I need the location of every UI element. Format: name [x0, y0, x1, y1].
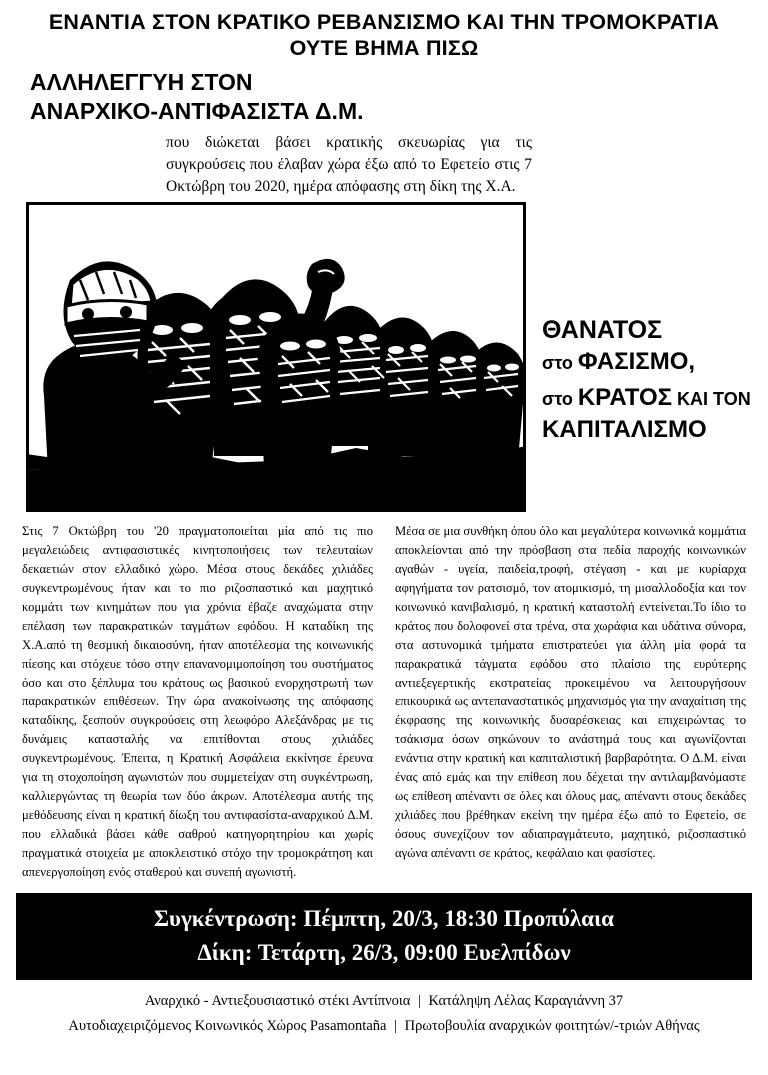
body-column-right: [395, 522, 746, 881]
footer-org-1: Αναρχικό - Αντιεξουσιαστικό στέκι Αντίπνοια: [144, 993, 411, 1010]
footer-org-2: Κατάληψη Λέλας Καραγιάννη 37: [428, 993, 624, 1010]
body-paragraph-left: Στις 7 Οκτώβρη του '20 πραγματοποιείται μία από τις πιο μεγαλειώδεις αντιφασιστικές κινητοποιήσεις των τελευταίων δεκαετιών στον ελλαδικό χώρο. Μέσα στους δεκάδες χιλιάδες συγκεντρωμένους ήταν και το πιο ριζοσπαστικό και μαχητικό κομμάτι των κινημάτων που για χρόνια έβαζε αναχώματα στην επέλαση των παρακρατικών ταγμάτων εφόδου. Η καταδίκη της Χ.Α.από τη θεσμική δικαιοσύνη, ήταν αποτέλεσμα της κοινωνικής πίεσης και στόχευε τόσο στην επανανομιμοποίηση του συστήματος όσο και στο ξέπλυμα του κράτους ως βασικού ενορχηστρωτή των παρακρατικών επιθέσεων. Την ώρα ανακοίνωσης της απόφασης καταδίκης, ξεσπούν συγκρούσεις στη λεωφόρο Αλεξάνδρας με τις δυνάμεις κατασταλής να επιτίθονται στους χιλιάδες συγκεντρωμένους. Έπειτα, η Κρατική Ασφάλεια εκκίνησε έρευνα για τη στοχοποίηση αγωνιστών που συμμετείχαν στη συγκέντρωση, καλλιεργώντας τη θεωρία των δύο άκρων. Αποτέλεσμα αυτής της μεθόδευσης είναι η κρατική δίωξη του αντιφασίστα-αναρχικού Δ.Μ. που ελλαδικά βάσει κάθε σαθρού κατηγορητηρίου και χωρίς πραγματικά στοιχεία με αποκλειστικό στόχο την τρομοκράτηση και απενεργοποίηση ενός σταθερού και συνεπή αγωνιστή.: [22, 524, 373, 879]
footer-organisations: [16, 989, 752, 1040]
slogan-line-3-prefix: στο: [542, 388, 578, 409]
footer-line-2: [16, 1014, 752, 1039]
art-block: [16, 68, 536, 513]
cta-gathering: Συγκέντρωση: Πέμπτη, 20/3, 18:30 Προπύλαια: [154, 906, 614, 932]
slogan-line-2-emphasis: ΦΑΣΙΣΜΟ,: [577, 347, 696, 375]
footer-org-3: Αυτοδιαχειριζόμενος Κοινωνικός Χώρος Pasamontaña: [68, 1018, 387, 1035]
slogan-line-1: ΘΑΝΑΤΟΣ: [542, 315, 663, 344]
slogan-line-2-prefix: στο: [542, 352, 578, 373]
art-title-line-1: ΑΛΛΗΛΕΓΓΥΗ ΣΤΟΝ: [30, 68, 253, 95]
body-text: [16, 522, 752, 881]
top-section: [16, 68, 752, 513]
slogan-line-3-tail: ΚΑΙ ΤΟΝ: [672, 388, 751, 409]
slogan-line-3: [542, 380, 752, 416]
footer-separator-2: |: [394, 1018, 397, 1035]
illustration-svg: [26, 202, 526, 512]
demonstrators-illustration: [26, 202, 526, 512]
slogan-block: [536, 68, 752, 445]
cta-trial: Δίκη: Τετάρτη, 26/3, 09:00 Ευελπίδων: [197, 939, 571, 965]
art-title-line-2: ΑΝΑΡΧΙΚΟ-ΑΝΤΙΦΑΣΙΣΤΑ Δ.Μ.: [30, 98, 364, 125]
header-line-2: ΟΥΤΕ ΒΗΜΑ ΠΙΣΩ: [289, 35, 479, 60]
slogan-line-2: [542, 344, 752, 380]
artist-signature: GHI2024: [34, 496, 86, 509]
slogan-line-3-emphasis: ΚΡΑΤΟΣ: [577, 383, 673, 411]
footer-org-4: Πρωτοβουλία αναρχικών φοιτητών/-τριών Αθήνας: [404, 1018, 700, 1035]
slogan-line-4: ΚΑΠΙΤΑΛΙΣΜΟ: [542, 415, 707, 443]
footer-separator-1: |: [418, 993, 421, 1010]
poster-header: [16, 10, 752, 62]
body-column-left: [22, 522, 373, 881]
art-title: [30, 68, 536, 127]
header-line-1: ΕΝΑΝΤΙΑ ΣΤΟΝ ΚΡΑΤΙΚΟ ΡΕΒΑΝΣΙΣΜΟ ΚΑΙ ΤΗΝ ΤΡΟΜΟΚΡΑΤΙΑ: [48, 10, 720, 34]
body-paragraph-right: Μέσα σε μια συνθήκη όπου όλο και μεγαλύτερα κοινωνικά κομμάτια αποκλείονται από την πρόσβαση στα πεδία παροχής κοινωνικών αγαθών - υγεία, παιδεία,τροφή, στέγαση - και με κυρίαρχα αφηγήματα τον ρατσισμό, τον ατομικισμό, τη μισαλλοδοξία και τον κοινωνικό κανιβαλισμό, η κρατική καταστολή εντείνεται.Το ίδιο το κράτος που δολοφονεί στα τρένα, στα χωράφια και υδάτινα σύνορα, στα αστυνομικά τμήματα επιστρατεύει για άλλη μία φορά τα παρακρατικά τάγματα εφόδου στο πλαίσιο της ευρύτερης αντιεξεγερτικής εκστρατείας προκειμένου να λειτουργήσουν επικουρικά ως αντεπαναστατικός μηχανισμός για την αναχαίτιση της έκφρασης της κοινωνικής δυσαρέσκειας και επιχειρώντας το τσάκισμα όσων σηκώνουν το ανάστημά τους και αγωνίζονται ενάντια στην κρατική και καπιταλιστική βαρβαρότητα. Ο Δ.Μ. είναι ένας από εμάς και την επίθεση που δέχεται την αντιλαμβανόμαστε ως επίθεση απέναντι σε όλες και όλους μας, απέναντι στους δεκάδες χιλιάδες που βρέθηκαν εκείνη την ημέρα έξω από το Εφετείο, σε όσους συνεχίζουν τον αδιαπραγμάτευτο, μαχητικό, ριζοσπαστικό αγώνα απέναντι σε κράτος, κεφάλαιο και φασίστες.: [395, 524, 746, 860]
art-subtitle: που διώκεται βάσει κρατικής σκευωρίας για τις συγκρούσεις που έλαβαν χώρα έξω από το Εφετείο στις 7 Οκτώβρη του 2020, ημέρα απόφασης στη δίκη της Χ.Α.: [166, 134, 532, 196]
footer-line-1: [16, 989, 752, 1014]
call-to-action-band: [16, 893, 752, 980]
